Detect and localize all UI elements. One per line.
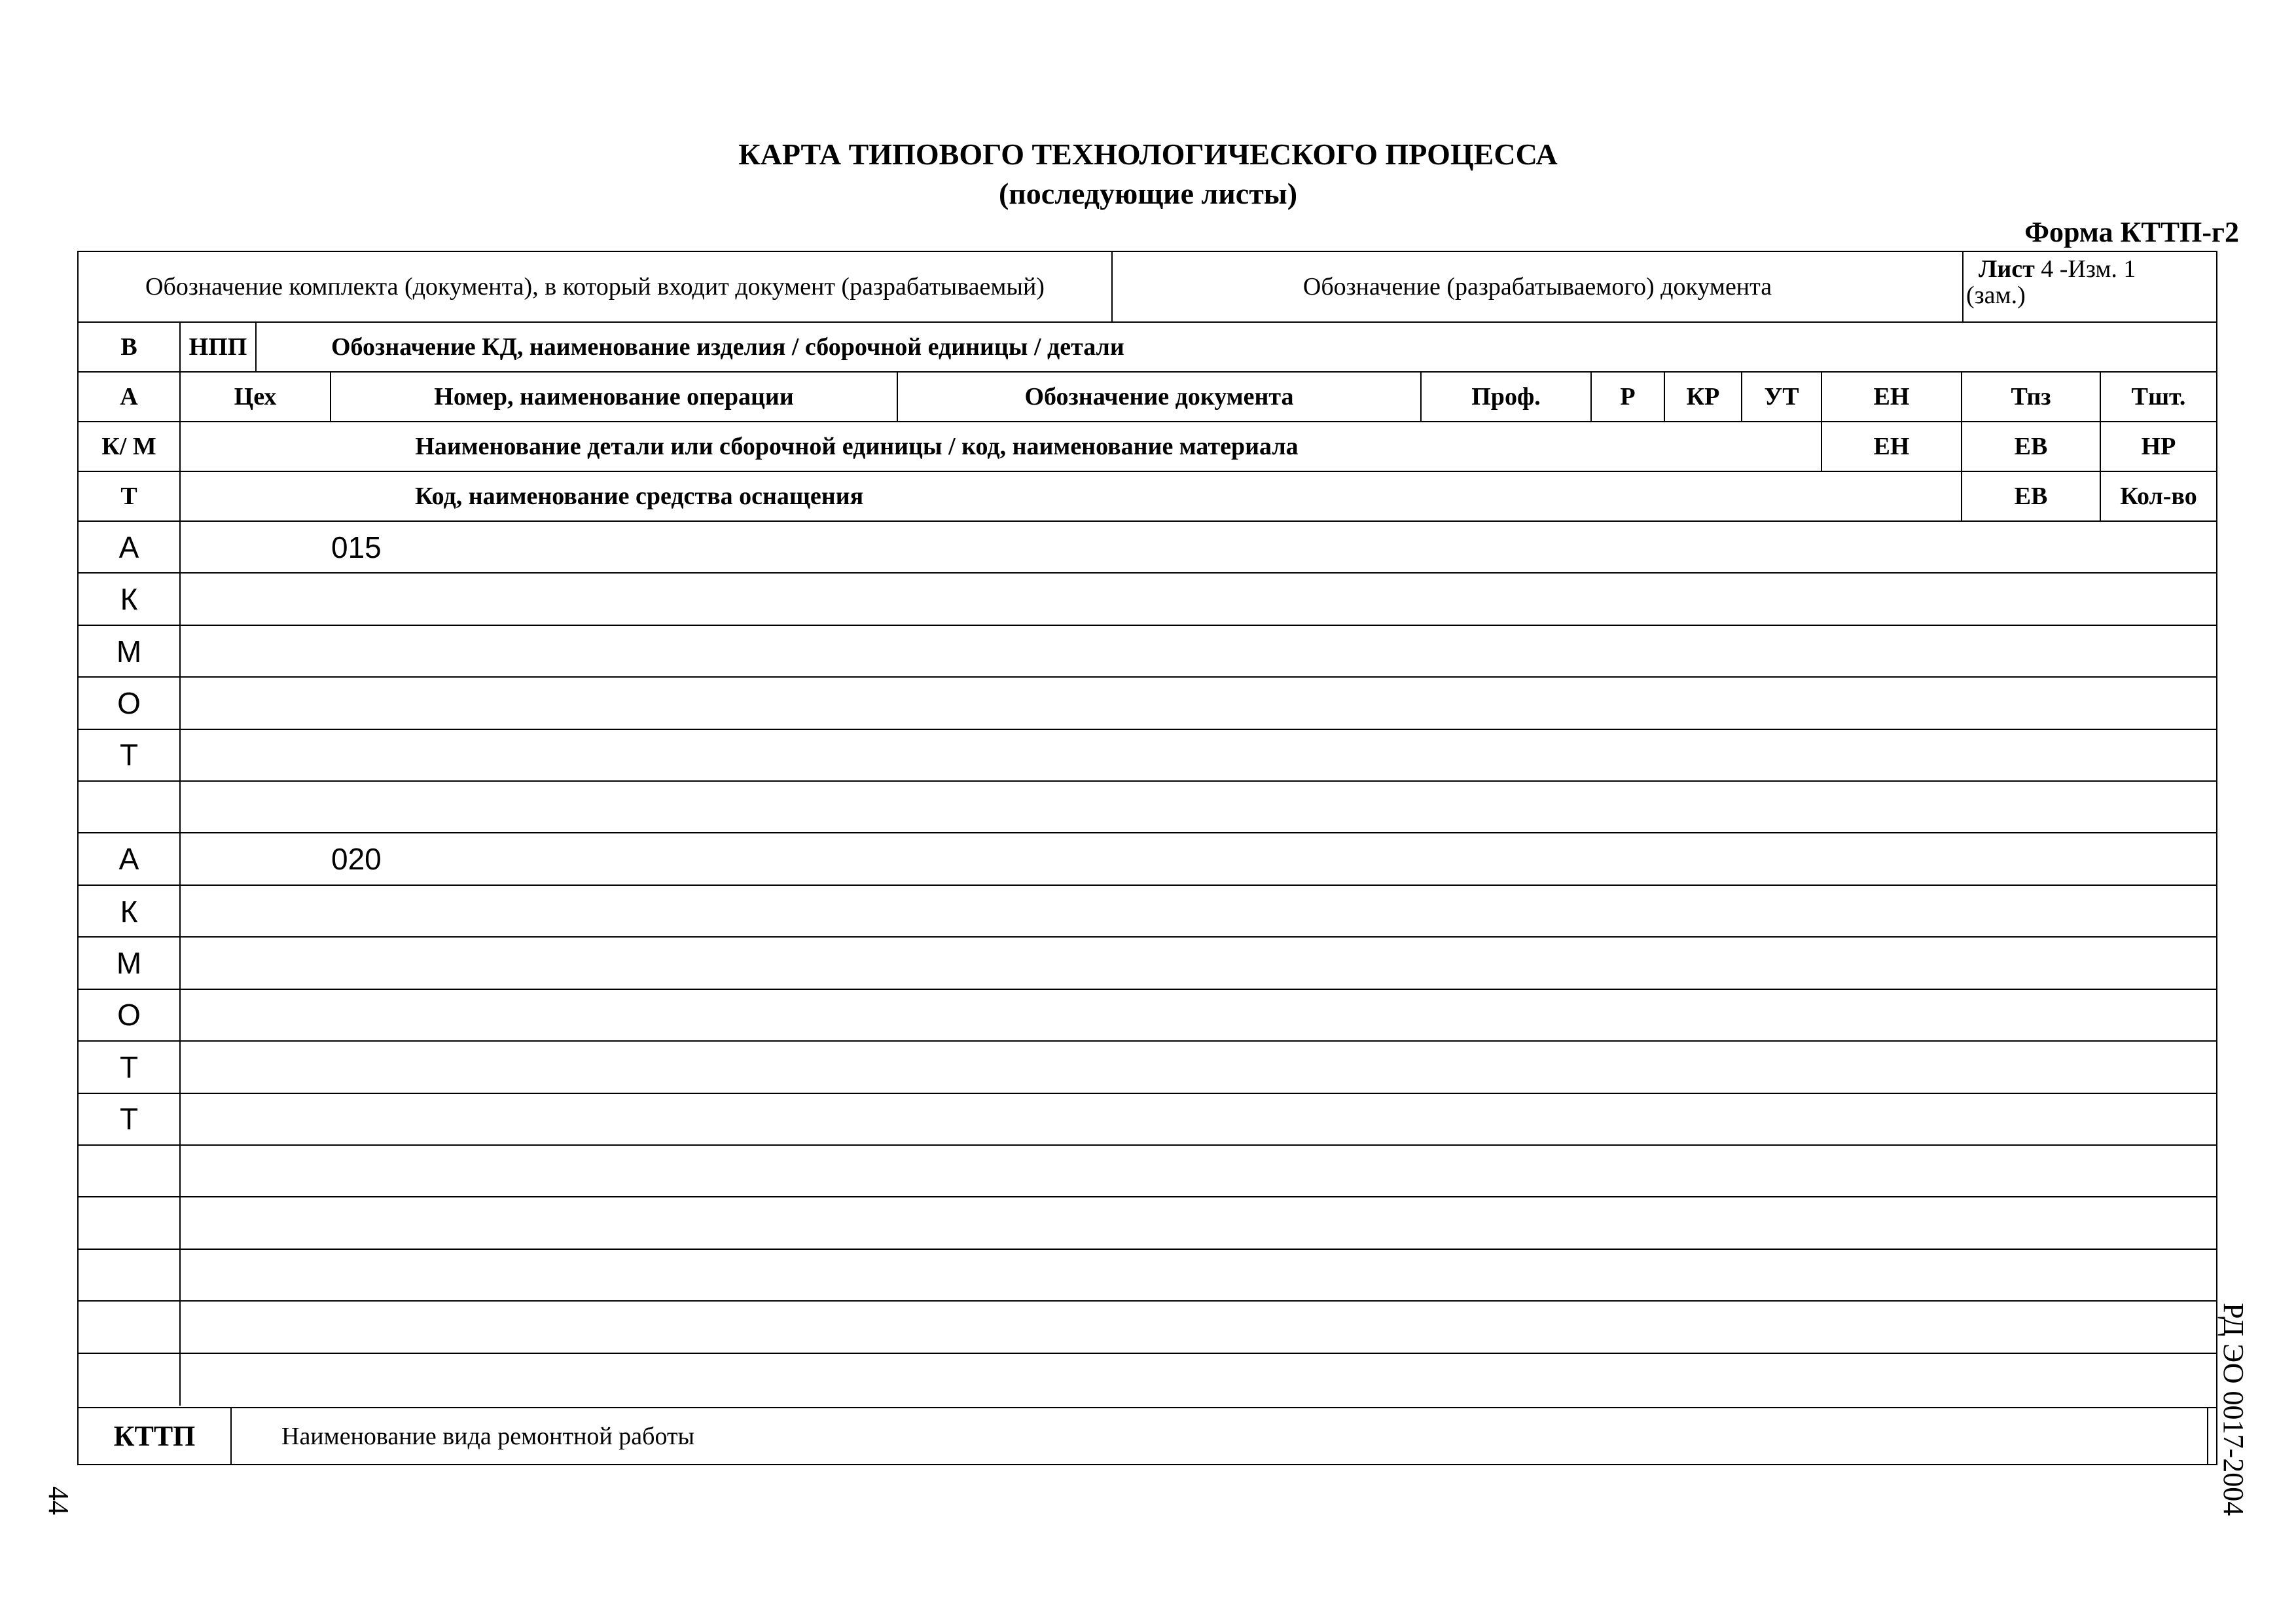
table-row bbox=[79, 782, 2216, 833]
row-value bbox=[331, 678, 986, 728]
table-row bbox=[79, 522, 2216, 574]
row-a-r: Р bbox=[1592, 373, 1665, 421]
row-value bbox=[331, 574, 986, 624]
row-code: Т bbox=[79, 1042, 181, 1092]
body-rows bbox=[79, 522, 2216, 1406]
change-note: (зам.) bbox=[1966, 282, 2026, 309]
row-code: А bbox=[79, 833, 181, 884]
row-code: М bbox=[79, 626, 181, 676]
row-t-header bbox=[79, 472, 2216, 520]
table-row bbox=[79, 1094, 2216, 1146]
table-row bbox=[79, 833, 2216, 885]
table-row bbox=[79, 990, 2216, 1042]
table-row bbox=[79, 678, 2216, 729]
document-title: КАРТА ТИПОВОГО ТЕХНОЛОГИЧЕСКОГО ПРОЦЕССА bbox=[738, 137, 1558, 171]
row-a-code: А bbox=[79, 373, 181, 421]
row-a-shop: Цех bbox=[181, 373, 331, 421]
row-value bbox=[331, 1094, 986, 1144]
change-label: Изм. 1 bbox=[2068, 255, 2136, 283]
table-row bbox=[79, 626, 2216, 678]
row-code: М bbox=[79, 938, 181, 988]
table-row bbox=[79, 1042, 2216, 1093]
row-v-text: Обозначение КД, наименование изделия / сборочной единицы / детали bbox=[331, 333, 1124, 361]
row-km-text: Наименование детали или сборочной единицы / код, наименование материала bbox=[181, 422, 1822, 471]
row-value bbox=[331, 886, 986, 936]
row-code: А bbox=[79, 522, 181, 572]
process-table bbox=[77, 321, 2217, 1465]
row-value bbox=[331, 626, 986, 676]
row-code bbox=[79, 1302, 181, 1352]
row-value bbox=[331, 1354, 986, 1406]
row-a-tpz: Тпз bbox=[1962, 373, 2101, 421]
row-a-kr: КР bbox=[1665, 373, 1742, 421]
row-value bbox=[331, 782, 986, 832]
row-code bbox=[79, 1197, 181, 1248]
row-code bbox=[79, 1354, 181, 1406]
row-value bbox=[331, 730, 986, 780]
header-row bbox=[77, 251, 2217, 323]
row-v bbox=[79, 323, 2216, 371]
sheet-cell bbox=[1964, 252, 2223, 321]
table-row bbox=[79, 1146, 2216, 1197]
row-code: Т bbox=[79, 730, 181, 780]
table-row bbox=[79, 1302, 2216, 1353]
footer-row bbox=[79, 1408, 2216, 1464]
doc-designation-label: Обозначение (разрабатываемого) документа bbox=[1302, 273, 1772, 301]
row-a-document: Обозначение документа bbox=[898, 373, 1422, 421]
kit-designation-cell bbox=[79, 252, 1113, 321]
row-km-en: ЕН bbox=[1822, 422, 1962, 471]
row-a-ut: УТ bbox=[1742, 373, 1822, 421]
row-code: О bbox=[79, 678, 181, 728]
table-row bbox=[79, 730, 2216, 782]
row-code bbox=[79, 1250, 181, 1300]
row-v-code: В bbox=[79, 323, 181, 371]
row-value bbox=[331, 1042, 986, 1092]
row-code: К bbox=[79, 886, 181, 936]
row-code: О bbox=[79, 990, 181, 1040]
row-code: К bbox=[79, 574, 181, 624]
row-km-code: К/ М bbox=[79, 422, 181, 471]
row-value bbox=[331, 1250, 986, 1300]
page-number: 44 bbox=[43, 1486, 75, 1515]
document-subtitle: (последующие листы) bbox=[998, 177, 1298, 210]
table-row bbox=[79, 1354, 2216, 1406]
row-t-text: Код, наименование средства оснащения bbox=[181, 472, 1962, 520]
row-km-nr: НР bbox=[2141, 433, 2176, 460]
side-document-code: РД ЭО 0017-2004 bbox=[2217, 1303, 2250, 1516]
row-km-header bbox=[79, 422, 2216, 471]
row-value: 020 bbox=[331, 842, 382, 877]
row-a-en: ЕН bbox=[1822, 373, 1962, 421]
row-t-ev: ЕВ bbox=[1962, 472, 2101, 520]
row-t-qty: Кол-во bbox=[2120, 483, 2197, 510]
doc-designation-cell bbox=[1113, 252, 1964, 321]
row-value bbox=[331, 1302, 986, 1352]
row-value bbox=[331, 938, 986, 988]
footer-code: КТТП bbox=[79, 1408, 232, 1464]
row-t-code: Т bbox=[79, 472, 181, 520]
kit-designation-label: Обозначение комплекта (документа), в который входит документ (разрабатываемый) bbox=[145, 273, 1045, 301]
footer-text: Наименование вида ремонтной работы bbox=[232, 1408, 2208, 1464]
table-row bbox=[79, 1250, 2216, 1302]
row-value bbox=[331, 1197, 986, 1248]
table-row bbox=[79, 938, 2216, 989]
row-a-header bbox=[79, 373, 2216, 421]
sheet-label: Лист bbox=[1979, 255, 2035, 283]
row-v-npp: НПП bbox=[181, 323, 257, 371]
row-km-ev: ЕВ bbox=[1962, 422, 2101, 471]
sheet-value: 4 - bbox=[2041, 255, 2068, 283]
row-a-tsht: Тшт. bbox=[2131, 383, 2186, 410]
row-value bbox=[331, 1146, 986, 1196]
row-a-operation: Номер, наименование операции bbox=[331, 373, 898, 421]
row-code bbox=[79, 782, 181, 832]
row-value: 015 bbox=[331, 530, 382, 564]
row-value bbox=[331, 990, 986, 1040]
row-code: Т bbox=[79, 1094, 181, 1144]
form-label: Форма КТТП-г2 bbox=[2024, 216, 2239, 248]
row-a-prof: Проф. bbox=[1422, 373, 1592, 421]
table-row bbox=[79, 886, 2216, 938]
table-row bbox=[79, 574, 2216, 625]
table-row bbox=[79, 1197, 2216, 1249]
row-code bbox=[79, 1146, 181, 1196]
